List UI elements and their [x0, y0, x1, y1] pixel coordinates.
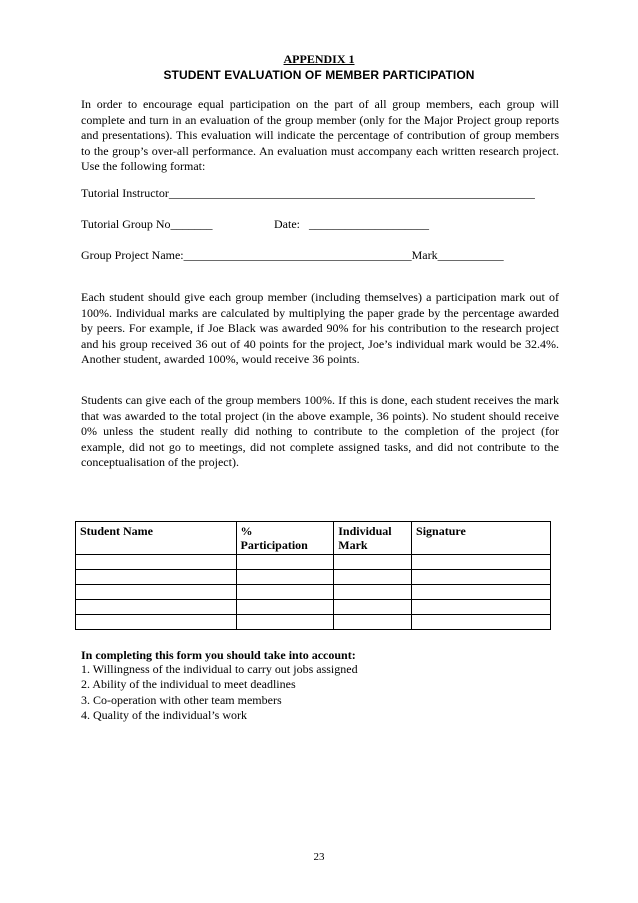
table-cell[interactable]: [76, 600, 237, 615]
table-cell[interactable]: [334, 555, 412, 570]
appendix-heading: APPENDIX 1: [283, 52, 355, 66]
table-cell[interactable]: [236, 555, 334, 570]
marking-paragraph: Each student should give each group member (including themselves) a participation mark out of 100%. Individual marks are calculated by multiplying the paper grade by the percentage awarded by peers. For example, if Joe Black was awarded 90% for his contribution to the research project and his group received 36 out of 40 points for the project, Joe’s individual mark would be 32.4%. Another student, awarded 100%, would receive 36 points.: [81, 290, 559, 367]
tutorial-instructor-field: Tutorial Instructor_____________________________________________________________: [81, 186, 535, 200]
full-marks-paragraph: Students can give each of the group members 100%. If this is done, each student receives the mark that was awarded to the total project (in the above example, 36 points). No student should receive 0% unless the student really did nothing to contribute to the completion of the project (for example, did not go to meetings, did not complete assigned tasks, and did not contribute to the conceptualisation of the project).: [81, 393, 559, 470]
table-cell[interactable]: [236, 600, 334, 615]
date-field: Date: ____________________: [274, 217, 429, 231]
table-cell[interactable]: [76, 615, 237, 630]
table-cell[interactable]: [412, 570, 551, 585]
considerations-heading: In completing this form you should take into account:: [81, 648, 356, 662]
header-participation: % Participation: [236, 522, 334, 555]
table-row: [76, 555, 551, 570]
list-item: 1. Willingness of the individual to carry out jobs assigned: [81, 662, 358, 676]
table-cell[interactable]: [334, 615, 412, 630]
list-item: 4. Quality of the individual’s work: [81, 708, 247, 723]
page-number: 23: [313, 851, 325, 863]
considerations-list: [81, 662, 358, 724]
page-title: STUDENT EVALUATION OF MEMBER PARTICIPATION: [163, 68, 475, 82]
table-cell[interactable]: [412, 585, 551, 600]
table-cell[interactable]: [236, 585, 334, 600]
table-row: [76, 570, 551, 585]
header-student-name: Student Name: [76, 522, 237, 555]
table-cell[interactable]: [236, 570, 334, 585]
evaluation-table: [75, 521, 551, 630]
intro-paragraph: In order to encourage equal participation on the part of all group members, each group will complete and turn in an evaluation of the group member (only for the Major Project group reports and presentations). This evaluation will indicate the percentage of contribution of group members to the group’s over-all performance. An evaluation must accompany each written research project. Use the following format:: [81, 97, 559, 174]
table-cell[interactable]: [76, 555, 237, 570]
table-header-row: [76, 522, 551, 555]
table-cell[interactable]: [412, 600, 551, 615]
header-signature: Signature: [412, 522, 551, 555]
header-individual-mark: Individual Mark: [334, 522, 412, 555]
table-cell[interactable]: [334, 570, 412, 585]
list-item: 2. Ability of the individual to meet deadlines: [81, 677, 296, 692]
table-cell[interactable]: [76, 585, 237, 600]
table-cell[interactable]: [236, 615, 334, 630]
group-project-field: Group Project Name:______________________________________Mark___________: [81, 248, 504, 262]
list-item: 3. Co-operation with other team members: [81, 692, 282, 707]
table-cell[interactable]: [412, 615, 551, 630]
table-cell[interactable]: [334, 600, 412, 615]
tutorial-group-field: Tutorial Group No_______: [81, 217, 213, 231]
table-cell[interactable]: [76, 570, 237, 585]
table-row: [76, 585, 551, 600]
table-row: [76, 615, 551, 630]
table-row: [76, 600, 551, 615]
table-cell[interactable]: [412, 555, 551, 570]
table-cell[interactable]: [334, 585, 412, 600]
